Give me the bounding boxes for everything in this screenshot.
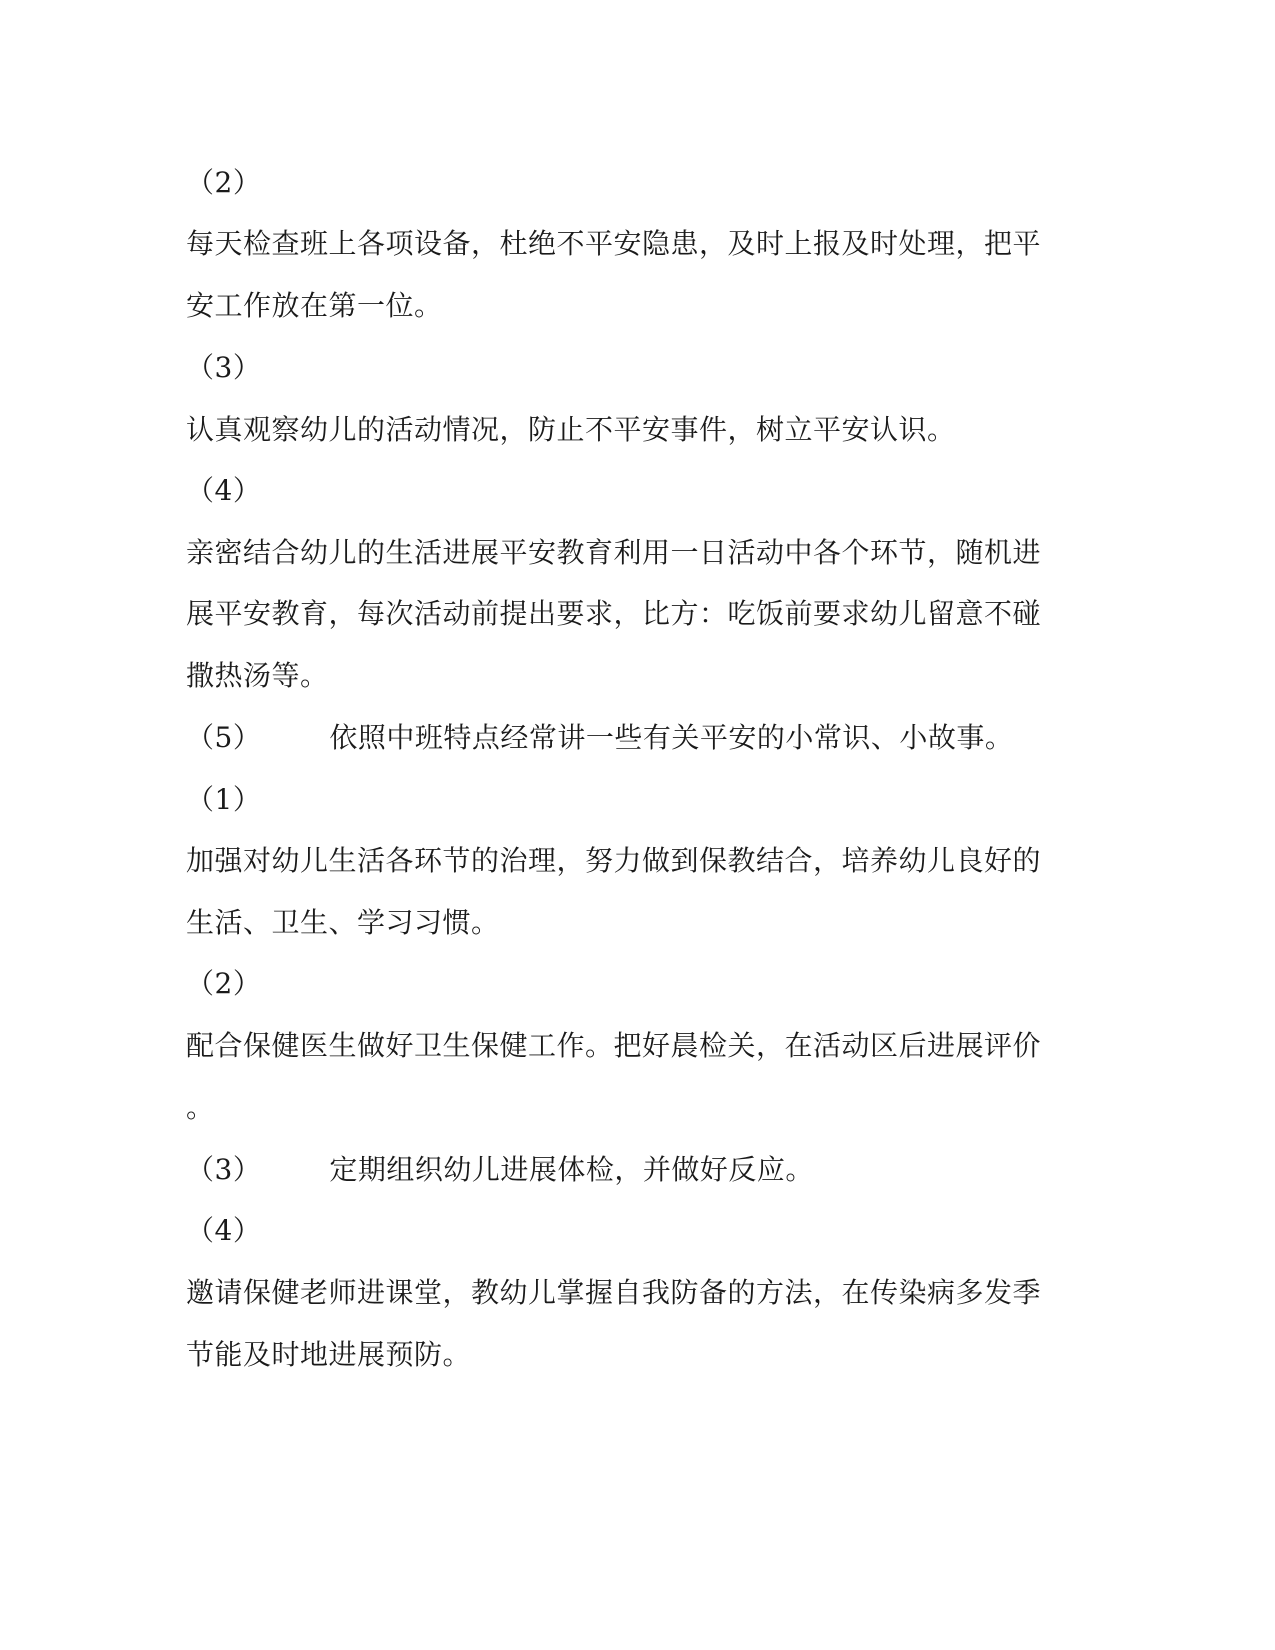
paragraph-line: 生活、卫生、学习习惯。 — [186, 906, 500, 939]
paragraph-line: 定期组织幼儿进展体检，并做好反应。 — [329, 1153, 814, 1186]
item-number: （4） — [186, 474, 262, 507]
paragraph-line: 认真观察幼儿的活动情况，防止不平安事件，树立平安认识。 — [186, 413, 956, 446]
item-row — [186, 1153, 814, 1187]
paragraph-line: 节能及时地进展预防。 — [186, 1338, 472, 1371]
item-number: （2） — [186, 166, 262, 199]
item-number: （2） — [186, 967, 262, 1000]
paragraph-line: 加强对幼儿生活各环节的治理，努力做到保教结合，培养幼儿良好的 — [186, 844, 1042, 877]
item-number: （1） — [186, 783, 262, 816]
item-number: （4） — [186, 1214, 262, 1247]
item-number: （3） — [186, 1153, 262, 1186]
paragraph-line: 撒热汤等。 — [186, 659, 329, 692]
paragraph-line: 邀请保健老师进课堂，教幼儿掌握自我防备的方法，在传染病多发季 — [186, 1276, 1042, 1309]
paragraph-line: 亲密结合幼儿的生活进展平安教育利用一日活动中各个环节，随机进 — [186, 536, 1042, 569]
item-row — [186, 721, 1013, 755]
paragraph-line: 。 — [186, 1091, 215, 1124]
item-number: （5） — [186, 721, 262, 754]
paragraph-line: 依照中班特点经常讲一些有关平安的小常识、小故事。 — [329, 721, 1014, 754]
item-number: （3） — [186, 351, 262, 384]
paragraph-line: 配合保健医生做好卫生保健工作。把好晨检关，在活动区后进展评价 — [186, 1029, 1042, 1062]
paragraph-line: 展平安教育，每次活动前提出要求，比方：吃饭前要求幼儿留意不碰 — [186, 597, 1042, 630]
paragraph-line: 每天检查班上各项设备，杜绝不平安隐患，及时上报及时处理，把平 — [186, 227, 1042, 260]
paragraph-line: 安工作放在第一位。 — [186, 289, 443, 322]
